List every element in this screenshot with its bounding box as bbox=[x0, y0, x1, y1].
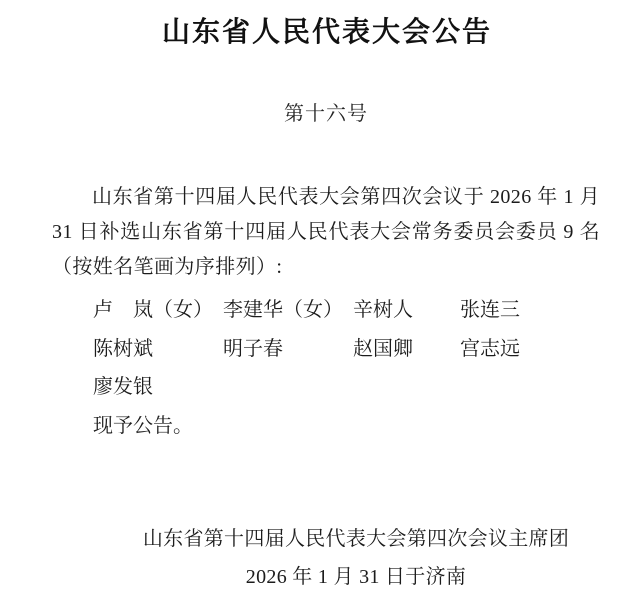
document-number: 第十六号 bbox=[284, 103, 368, 125]
name-zhao-guoqing: 赵国卿 bbox=[353, 337, 413, 360]
name-chen-shubin: 陈树斌 bbox=[93, 337, 153, 360]
elected-names-list bbox=[93, 291, 600, 445]
closing-statement: 现予公告。 bbox=[93, 414, 193, 437]
issue-date-location: 2026 年 1 月 31 日于济南 bbox=[245, 566, 467, 588]
body-paragraph: 山东省第十四届人民代表大会第四次会议于 2026 年 1 月 31 日补选山东省第十四届人民代表大会常务委员会委员 9 名（按姓名笔画为序排列）: bbox=[52, 186, 600, 278]
name-gong-zhiyuan: 宫志远 bbox=[460, 337, 520, 360]
name-xin-shuren: 辛树人 bbox=[353, 299, 413, 321]
name-zhang-liansan: 张连三 bbox=[460, 299, 520, 321]
issuing-authority: 山东省第十四届人民代表大会第四次会议主席团 bbox=[142, 528, 570, 550]
document-content bbox=[0, 16, 640, 596]
name-ming-zichun: 明子春 bbox=[223, 337, 283, 360]
signature-block bbox=[112, 520, 600, 596]
name-li-jianhua: 李建华（女） bbox=[223, 299, 343, 321]
name-row bbox=[93, 368, 600, 407]
name-liao-fayin: 廖发银 bbox=[93, 376, 153, 398]
document-title: 山东省人民代表大会公告 bbox=[161, 16, 492, 47]
name-row bbox=[93, 330, 600, 369]
name-lu-lan: 卢 岚（女） bbox=[93, 299, 213, 321]
name-row bbox=[93, 291, 600, 330]
